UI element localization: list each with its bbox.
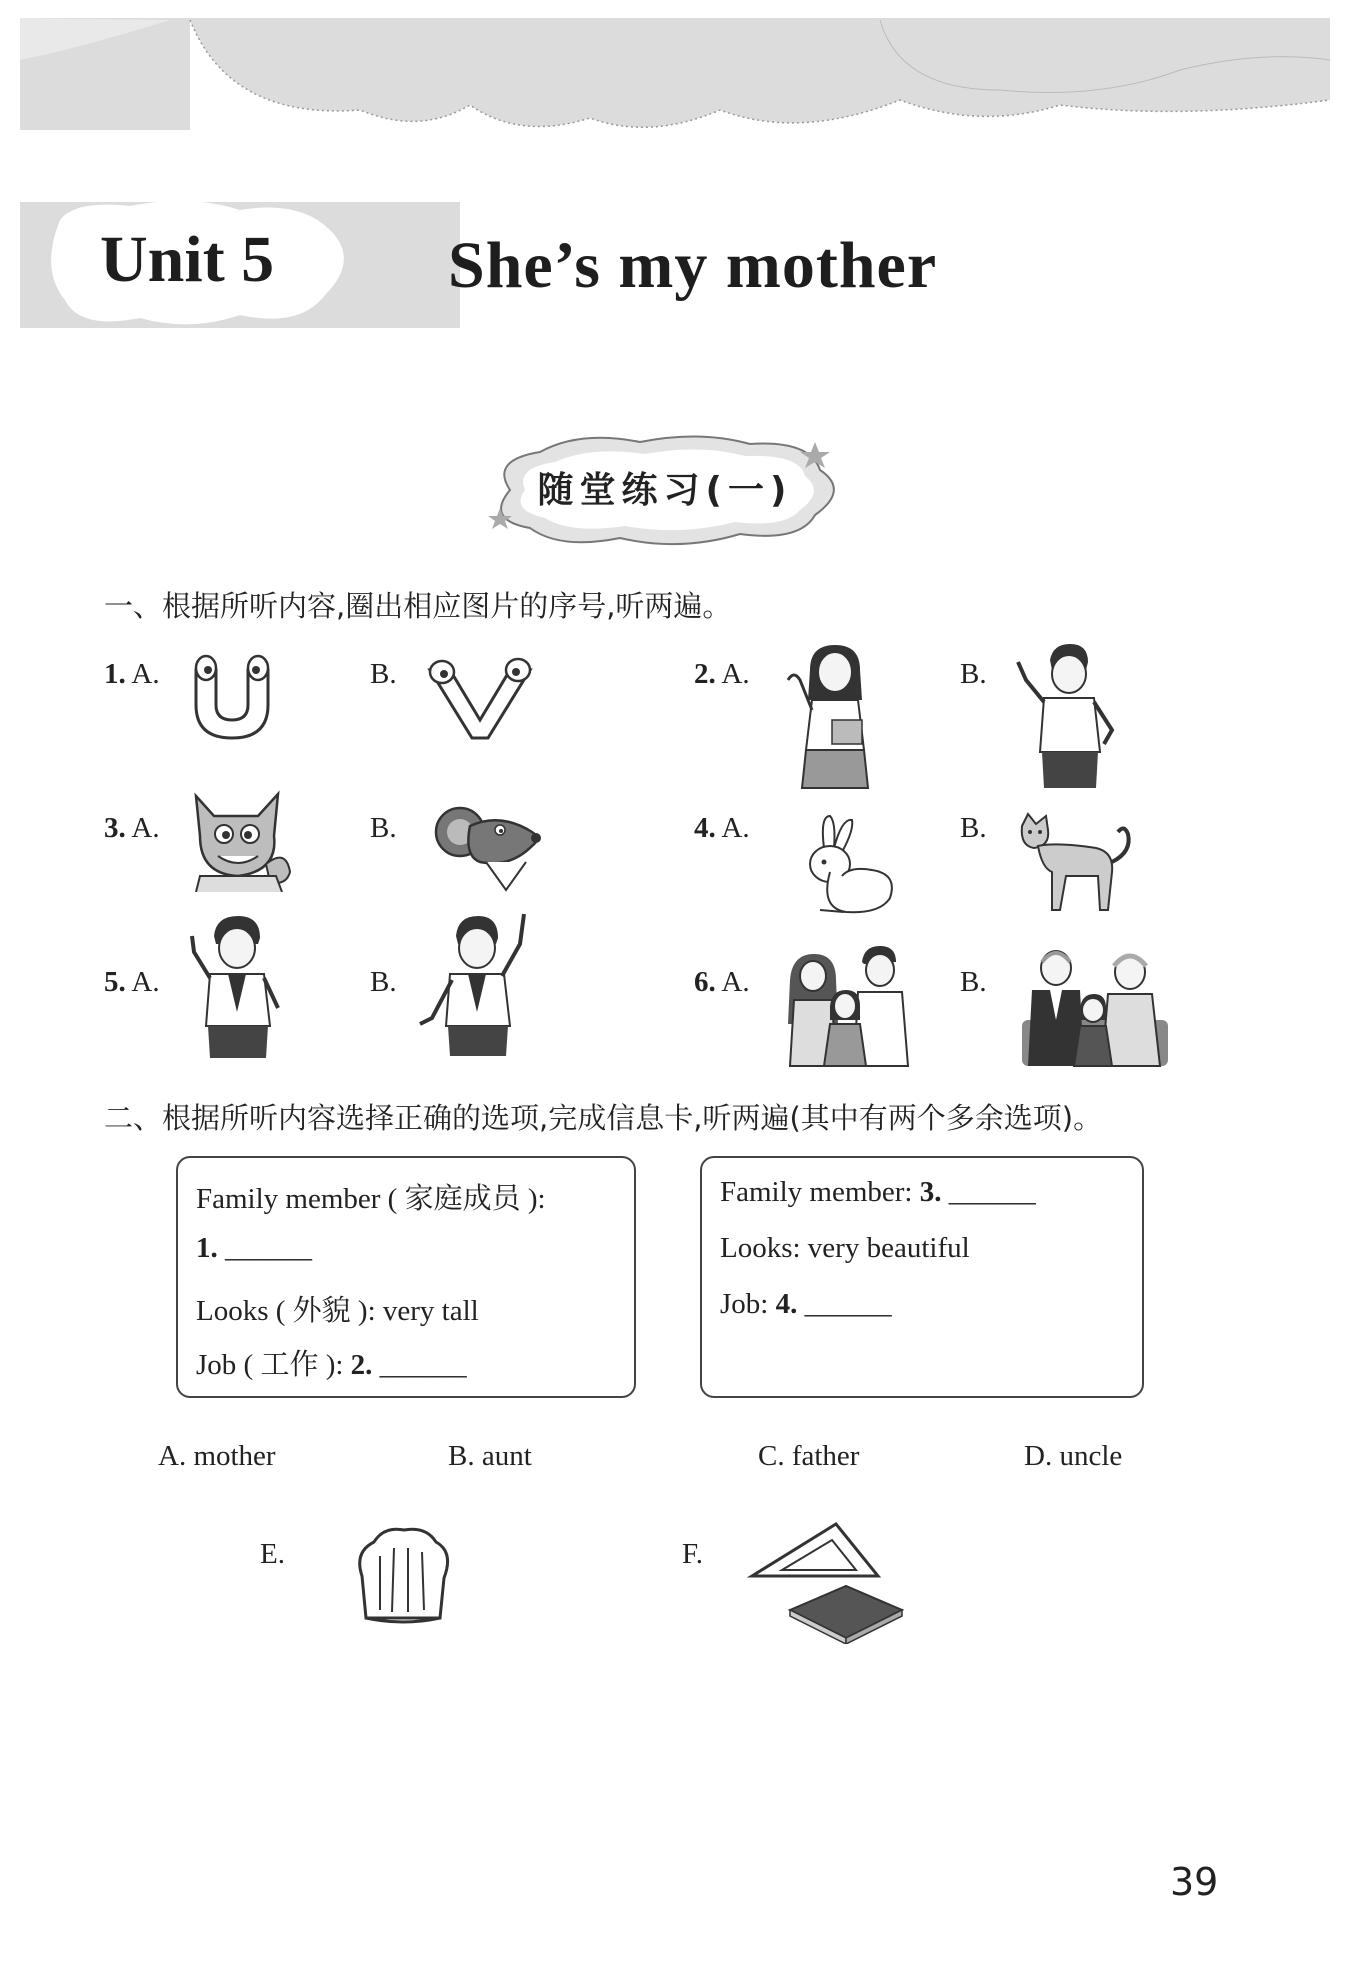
letter-u-icon[interactable] bbox=[186, 650, 278, 742]
q1-b-label: B. bbox=[370, 658, 397, 690]
section1-title: 一、根据所听内容,圈出相应图片的序号,听两遍。 bbox=[104, 589, 732, 623]
info-card-2 bbox=[700, 1156, 1144, 1398]
q4-label: 4. A. bbox=[694, 812, 750, 844]
card2-job[interactable]: Job: 4. ______ bbox=[720, 1288, 892, 1320]
q2-label: 2. A. bbox=[694, 658, 750, 690]
page-number: 39 bbox=[1170, 1860, 1219, 1904]
option-c[interactable]: C. father bbox=[758, 1440, 860, 1472]
card2-family-member[interactable]: Family member: 3. ______ bbox=[720, 1176, 1036, 1208]
option-d[interactable]: D. uncle bbox=[1024, 1440, 1123, 1472]
man-waving-icon[interactable] bbox=[1008, 640, 1128, 790]
unit-label: Unit 5 bbox=[100, 223, 275, 296]
q5-b-label: B. bbox=[370, 966, 397, 998]
card2-looks: Looks: very beautiful bbox=[720, 1232, 970, 1264]
option-b[interactable]: B. aunt bbox=[448, 1440, 532, 1472]
q2-b-label: B. bbox=[960, 658, 987, 690]
q5-label: 5. A. bbox=[104, 966, 160, 998]
option-e[interactable]: E. bbox=[260, 1538, 285, 1570]
q6-label: 6. A. bbox=[694, 966, 750, 998]
q1-label: 1. A. bbox=[104, 658, 160, 690]
boy-raising-hand-icon[interactable] bbox=[416, 908, 536, 1058]
grandparents-family-icon[interactable] bbox=[1020, 940, 1170, 1068]
cartoon-mouse-icon[interactable] bbox=[430, 796, 550, 892]
q3-b-label: B. bbox=[370, 812, 397, 844]
cartoon-cat-icon[interactable] bbox=[186, 786, 296, 892]
unit-title: She’s my mother bbox=[448, 229, 938, 302]
practice-title: 随堂练习(一) bbox=[537, 470, 793, 511]
section2-title: 二、根据所听内容选择正确的选项,完成信息卡,听两遍(其中有两个多余选项)。 bbox=[104, 1101, 1103, 1135]
card1-looks: Looks ( 外貌 ): very tall bbox=[196, 1295, 479, 1327]
boy-waving-icon[interactable] bbox=[186, 912, 286, 1060]
header-cloud-band bbox=[0, 0, 1350, 150]
q6-b-label: B. bbox=[960, 966, 987, 998]
card1-job[interactable]: Job ( 工作 ): 2. ______ bbox=[196, 1349, 467, 1381]
info-card-1 bbox=[176, 1156, 636, 1398]
rabbit-icon[interactable] bbox=[790, 812, 900, 916]
letter-v-icon[interactable] bbox=[420, 650, 540, 742]
q3-label: 3. A. bbox=[104, 812, 160, 844]
option-f[interactable]: F. bbox=[682, 1538, 704, 1570]
q4-b-label: B. bbox=[960, 812, 987, 844]
cat-icon[interactable] bbox=[1016, 812, 1136, 916]
card1-family-member: Family member ( 家庭成员 ): bbox=[196, 1183, 546, 1215]
teacher-woman-icon[interactable] bbox=[780, 640, 880, 790]
chef-hat-icon[interactable] bbox=[350, 1522, 456, 1628]
ruler-book-icon[interactable] bbox=[746, 1514, 906, 1644]
young-family-icon[interactable] bbox=[784, 940, 914, 1068]
option-a[interactable]: A. mother bbox=[158, 1440, 276, 1472]
card1-blank-1[interactable]: 1. ______ bbox=[196, 1232, 312, 1264]
